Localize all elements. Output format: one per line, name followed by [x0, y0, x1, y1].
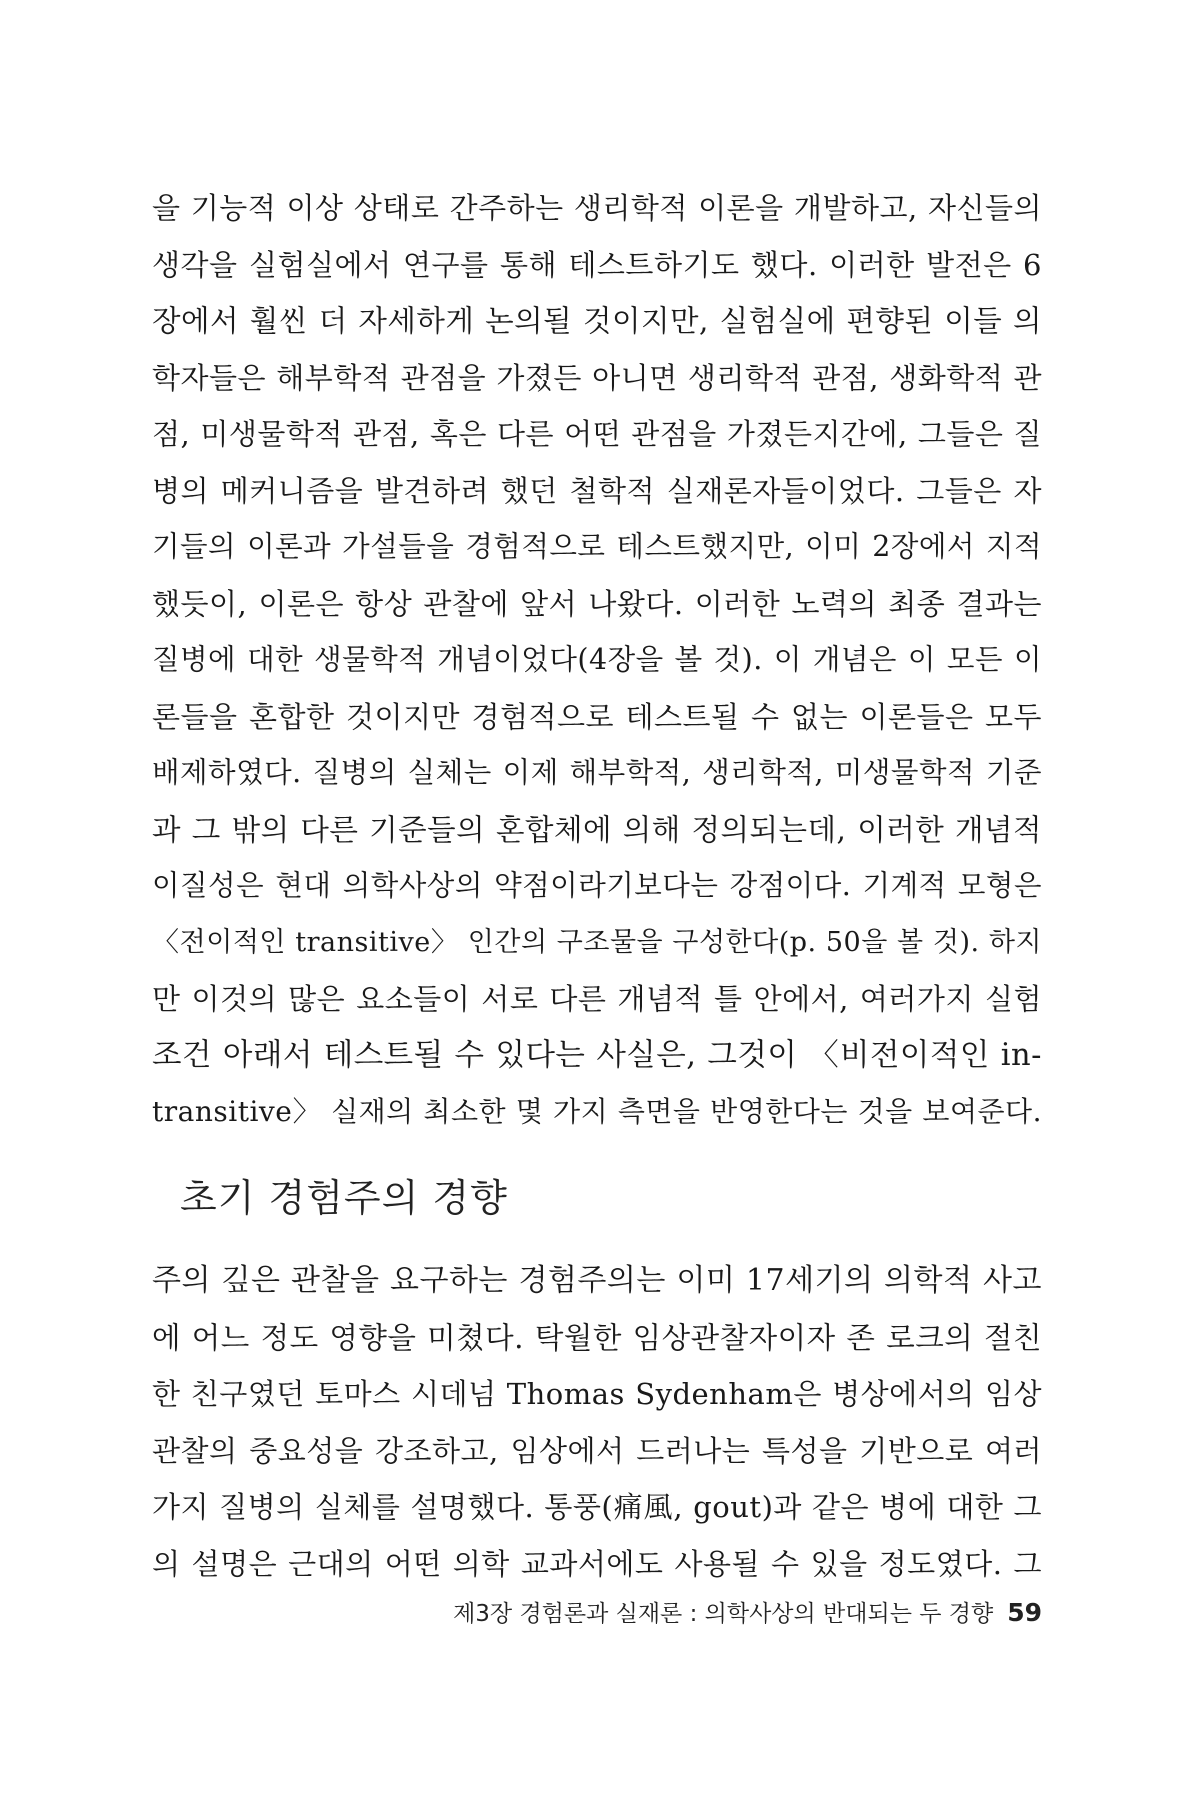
text-line: 질병에 대한 생물학적 개념이었다(4장을 볼 것). 이 개념은 이 모든 이	[152, 643, 1042, 676]
text-line: 했듯이, 이론은 항상 관찰에 앞서 나왔다. 이러한 노력의 최종 결과는	[152, 586, 1042, 621]
page-number: 59	[1007, 1598, 1042, 1627]
text-line: 점, 미생물학적 관점, 혹은 다른 어떤 관점을 가졌든지간에, 그들은 질	[152, 417, 1042, 451]
text-line: 조건 아래서 테스트될 수 있다는 사실은, 그것이 〈비전이적인 in-	[152, 1037, 1042, 1073]
text-line: 주의 깊은 관찰을 요구하는 경험주의는 이미 17세기의 의학적 사고	[152, 1263, 1042, 1298]
text-line: 과 그 밖의 다른 기준들의 혼합체에 의해 정의되는데, 이러한 개념적	[152, 812, 1042, 847]
text-line: 학자들은 해부학적 관점을 가졌든 아니면 생리학적 관점, 생화학적 관	[152, 360, 1042, 395]
text-line: 한 친구였던 토마스 시데넘 Thomas Sydenham은 병상에서의 임상	[152, 1377, 1042, 1411]
text-line: 론들을 혼합한 것이지만 경험적으로 테스트될 수 없는 이론들은 모두	[152, 699, 1042, 734]
text-line: 에 어느 정도 영향을 미쳤다. 탁월한 임상관찰자이자 존 로크의 절친	[152, 1320, 1042, 1355]
body-paragraph-2	[152, 1253, 1042, 1592]
text-line: 을 기능적 이상 상태로 간주하는 생리학적 이론을 개발하고, 자신들의	[152, 191, 1042, 225]
text-line: 〈전이적인 transitive〉 인간의 구조물을 구성한다(p. 50을 볼 것). 하지	[152, 926, 1042, 958]
section-heading: 초기 경험주의 경향	[180, 1175, 508, 1220]
text-line: 병의 메커니즘을 발견하려 했던 철학적 실재론자들이었다. 그들은 자	[152, 473, 1042, 508]
text-line: 가지 질병의 실체를 설명했다. 통풍(痛風, gout)과 같은 병에 대한 그	[152, 1490, 1042, 1524]
text-line: 배제하였다. 질병의 실체는 이제 해부학적, 생리학적, 미생물학적 기준	[152, 756, 1042, 789]
text-line: 만 이것의 많은 요소들이 서로 다른 개념적 틀 안에서, 여러가지 실험	[152, 982, 1042, 1016]
text-line: 생각을 실험실에서 연구를 통해 테스트하기도 했다. 이러한 발전은 6	[152, 247, 1042, 282]
running-title: 제3장 경험론과 실재론 : 의학사상의 반대되는 두 경향	[453, 1601, 994, 1627]
body-paragraph-1	[152, 180, 1042, 1141]
text-line: 장에서 훨씬 더 자세하게 논의될 것이지만, 실험실에 편향된 이들 의	[152, 304, 1042, 338]
text-line: 기들의 이론과 가설들을 경험적으로 테스트했지만, 이미 2장에서 지적	[152, 530, 1042, 563]
text-line: transitive〉 실재의 최소한 몇 가지 측면을 반영한다는 것을 보여준다.	[152, 1095, 1042, 1128]
text-line: 이질성은 현대 의학사상의 약점이라기보다는 강점이다. 기계적 모형은	[152, 869, 1042, 902]
text-line: 의 설명은 근대의 어떤 의학 교과서에도 사용될 수 있을 정도였다. 그	[152, 1546, 1042, 1581]
page-footer	[152, 1596, 1042, 1631]
text-line: 관찰의 중요성을 강조하고, 임상에서 드러나는 특성을 기반으로 여러	[152, 1433, 1042, 1468]
